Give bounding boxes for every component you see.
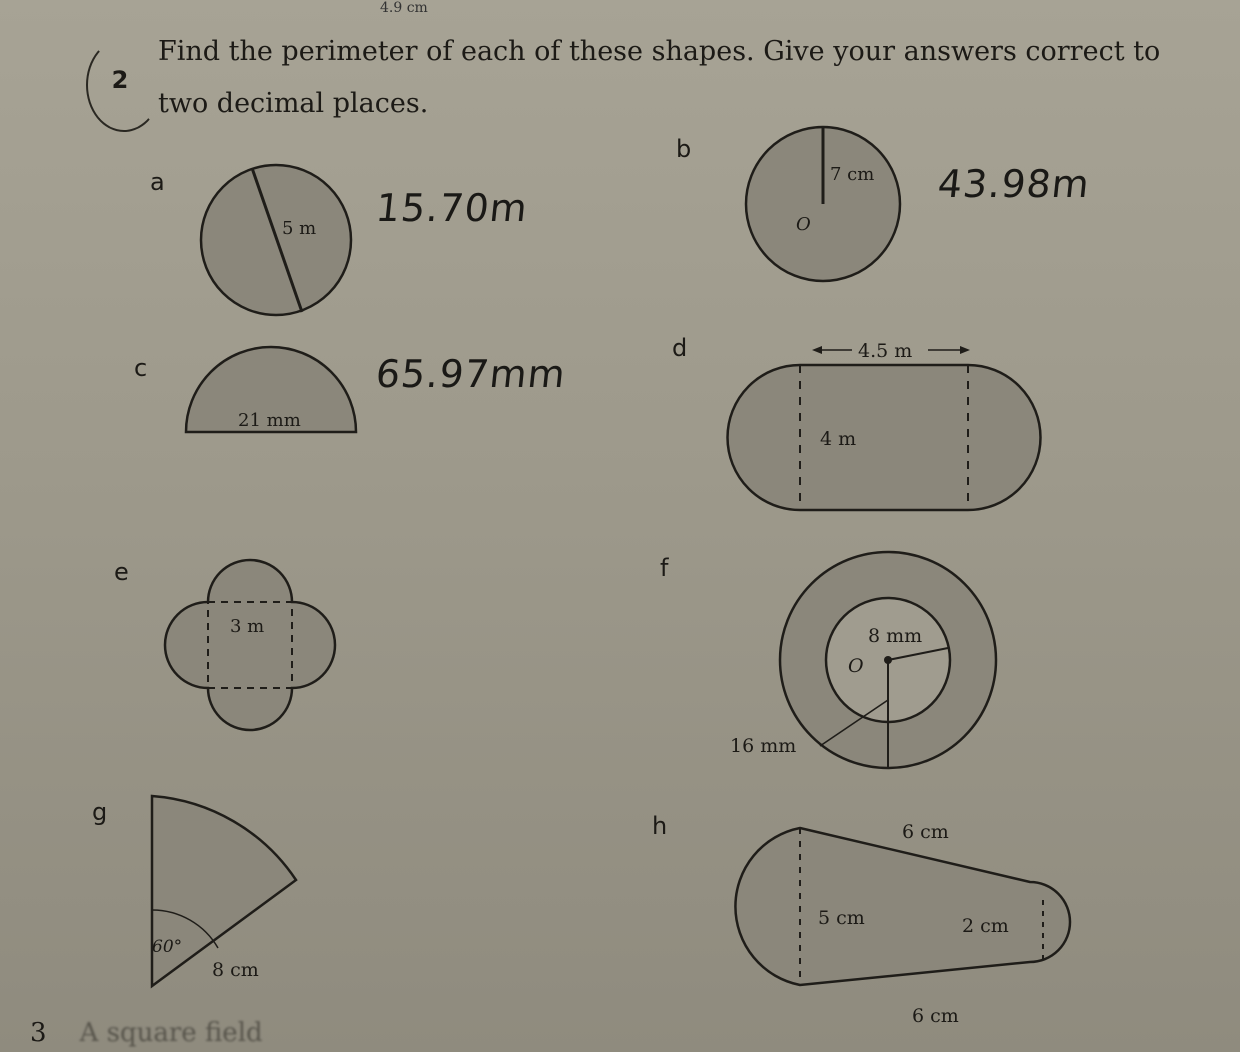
part-d-label: d bbox=[672, 334, 688, 362]
next-question-text: A square field bbox=[79, 1018, 263, 1048]
shape-g-angle: 60° bbox=[152, 937, 183, 957]
shape-f-center: O bbox=[848, 655, 864, 677]
shape-d-width: 4.5 m bbox=[858, 340, 913, 362]
part-f-label: f bbox=[660, 554, 669, 582]
shape-h-left: 5 cm bbox=[818, 907, 865, 929]
shape-a-circle bbox=[201, 165, 351, 315]
shape-h-bottom: 6 cm bbox=[912, 1005, 959, 1027]
next-question-number: 3 bbox=[30, 1018, 47, 1048]
cut-off-text: 4.9 cm bbox=[380, 0, 428, 16]
answer-a: 15.70m bbox=[373, 186, 531, 230]
part-h-label: h bbox=[652, 812, 668, 840]
answer-b: 43.98m bbox=[935, 162, 1093, 206]
next-question bbox=[30, 1018, 263, 1048]
shape-e-dimension: 3 m bbox=[230, 616, 265, 637]
shape-b-center: O bbox=[796, 214, 811, 235]
part-b-label: b bbox=[676, 135, 692, 163]
shape-e-quatrefoil bbox=[165, 560, 335, 730]
shape-g-radius: 8 cm bbox=[212, 959, 259, 981]
shape-h-teardrop bbox=[735, 821, 1070, 1027]
part-c-label: c bbox=[134, 354, 148, 382]
shape-c-semicircle bbox=[186, 347, 356, 432]
shape-b-circle bbox=[746, 127, 900, 281]
shape-h-right: 2 cm bbox=[962, 915, 1009, 937]
shape-f-annulus bbox=[730, 552, 996, 768]
shape-a-dimension: 5 m bbox=[282, 218, 317, 239]
shape-d-stadium bbox=[728, 340, 1041, 510]
part-e-label: e bbox=[114, 558, 129, 586]
shape-b-dimension: 7 cm bbox=[830, 164, 875, 185]
shape-f-inner: 8 mm bbox=[868, 625, 923, 647]
shape-h-top: 6 cm bbox=[902, 821, 949, 843]
shape-f-outer: 16 mm bbox=[730, 735, 797, 757]
question-text: Find the perimeter of each of these shapes. Give your answers correct to two decimal places. bbox=[158, 36, 1161, 119]
shape-g-sector bbox=[152, 796, 296, 986]
question-number: 2 bbox=[111, 66, 129, 94]
answer-c: 65.97mm bbox=[373, 352, 569, 396]
shape-c-dimension: 21 mm bbox=[238, 410, 301, 431]
part-a-label: a bbox=[150, 168, 165, 196]
part-g-label: g bbox=[92, 798, 108, 826]
shape-d-height: 4 m bbox=[820, 428, 857, 450]
